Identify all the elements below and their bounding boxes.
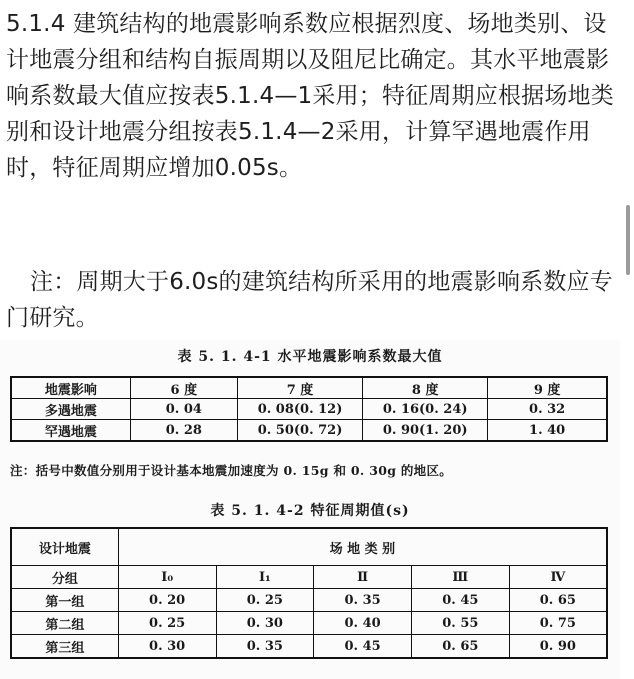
row-label: 第三组: [11, 635, 118, 659]
table-row: [11, 399, 607, 420]
value-cell: 0. 65: [411, 635, 509, 659]
value-cell: 0. 45: [411, 589, 509, 612]
value-cell: 0. 55: [411, 612, 509, 635]
header-cell: 7 度: [237, 377, 362, 399]
table-header-row: [11, 377, 607, 399]
header-cell: 地震影响: [11, 377, 130, 399]
class-header: Ⅲ: [411, 566, 509, 589]
value-cell: 0. 32: [488, 399, 607, 420]
value-cell: 0. 20: [118, 589, 216, 612]
value-cell: 0. 65: [509, 589, 607, 612]
table-header-row: [11, 528, 607, 566]
row-label: 第二组: [11, 612, 118, 635]
row-label: 罕遇地震: [11, 420, 130, 442]
table1-max-seismic-coefficient: [10, 376, 608, 442]
table2-caption: 表 5. 1. 4-2 特征周期值(s): [210, 503, 410, 519]
value-cell: 0. 50(0. 72): [237, 420, 362, 442]
class-header: Ⅱ: [314, 566, 412, 589]
value-cell: 1. 40: [488, 420, 607, 442]
value-cell: 0. 35: [216, 635, 314, 659]
value-cell: 0. 16(0. 24): [363, 399, 488, 420]
value-cell: 0. 90(1. 20): [363, 420, 488, 442]
table-row: [11, 635, 607, 659]
table-row: [11, 589, 607, 612]
value-cell: 0. 30: [216, 612, 314, 635]
table-row: [11, 420, 607, 442]
class-header: I₁: [216, 566, 314, 589]
value-cell: 0. 45: [314, 635, 412, 659]
value-cell: 0. 28: [130, 420, 237, 442]
table2-characteristic-period: [10, 527, 608, 659]
header-cell: 8 度: [363, 377, 488, 399]
scrollbar[interactable]: [626, 205, 630, 275]
value-cell: 0. 90: [509, 635, 607, 659]
note-paragraph: 注：周期大于6.0s的建筑结构所采用的地震影响系数应专门研究。: [6, 269, 613, 331]
value-cell: 0. 30: [118, 635, 216, 659]
class-header: Ⅳ: [509, 566, 607, 589]
header-cell: 6 度: [130, 377, 237, 399]
value-cell: 0. 04: [130, 399, 237, 420]
table-row: [11, 612, 607, 635]
group-label-cell: 分组: [11, 566, 118, 589]
class-header: I₀: [118, 566, 216, 589]
clause-paragraph: 5.1.4 建筑结构的地震影响系数应根据烈度、场地类别、设计地震分组和结构自振周期以及阻尼比确定。其水平地震影响系数最大值应按表5.1.4—1采用；特征周期应根据场地类别和设计地震分组按表5.1.4—2采用，计算罕遇地震作用时，特征周期应增加0.05s。: [6, 11, 614, 181]
value-cell: 0. 40: [314, 612, 412, 635]
value-cell: 0. 08(0. 12): [237, 399, 362, 420]
site-class-header: 场 地 类 别: [118, 528, 607, 566]
value-cell: 0. 25: [118, 612, 216, 635]
table1-caption: 表 5. 1. 4-1 水平地震影响系数最大值: [177, 349, 443, 365]
scanned-table-image: [0, 340, 620, 679]
header-cell: 9 度: [488, 377, 607, 399]
table-header-row: [11, 566, 607, 589]
table1-note: 注：括号中数值分别用于设计基本地震加速度为 0. 15g 和 0. 30g 的地区。: [10, 463, 453, 478]
value-cell: 0. 35: [314, 589, 412, 612]
value-cell: 0. 25: [216, 589, 314, 612]
row-label: 多遇地震: [11, 399, 130, 420]
group-label-cell: 设计地震: [11, 528, 118, 566]
row-label: 第一组: [11, 589, 118, 612]
value-cell: 0. 75: [509, 612, 607, 635]
